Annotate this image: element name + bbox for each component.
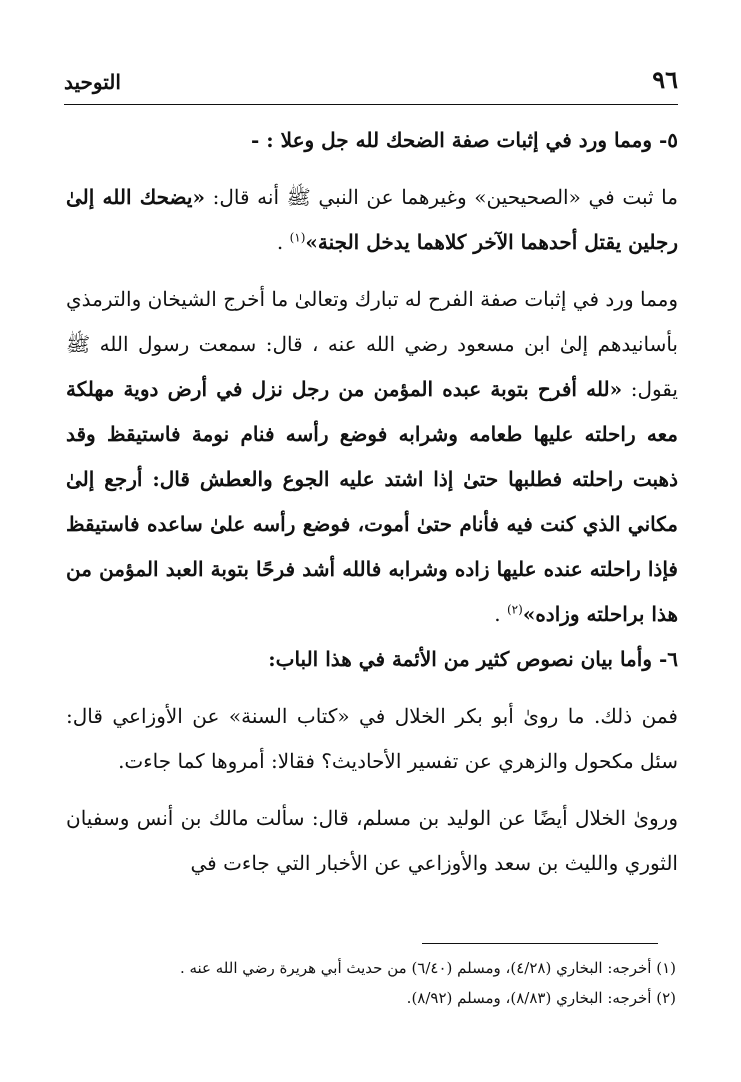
- paragraph: وروىٰ الخلال أيضًا عن الوليد بن مسلم، قال: سألت مالك بن أنس وسفيان الثوري والليث بن سعد والأوزاعي عن الأخبار التي جاءت في: [66, 806, 678, 875]
- paragraph-end: .: [494, 602, 507, 626]
- paragraph: فمن ذلك. ما روىٰ أبو بكر الخلال في «كتاب السنة» عن الأوزاعي قال: سئل مكحول والزهري عن تفسير الأحاديث؟ فقالا: أمروها كما جاءت.: [66, 704, 678, 773]
- running-title: التوحيد: [64, 70, 121, 94]
- paragraph-text: ما ثبت في «الصحيحين» وغيرهما عن النبي ﷺ أنه قال:: [204, 185, 678, 209]
- footnote-divider: [422, 943, 658, 944]
- page-header: [64, 58, 678, 94]
- hadith-quote: «يضحك الله إلىٰ رجلين يقتل أحدهما الآخر كلاهما يدخل الجنة»: [66, 185, 678, 254]
- footnote-reference: (١): [289, 230, 306, 245]
- footnote-reference: (٢): [506, 602, 523, 617]
- paragraph: [66, 175, 678, 265]
- hadith-quote: «لله أفرح بتوبة عبده المؤمن من رجل نزل في أرض دوية مهلكة معه راحلته عليها طعامه وشرابه فوضع رأسه فنام نومة فاستيقظ وقد ذهبت راحلته فطلبها حتىٰ إذا اشتد عليه الجوع والعطش قال: أرجع إلىٰ مكاني الذي كنت فيه فأنام حتىٰ أموت، فوضع رأسه علىٰ ساعده فاستيقظ فإذا راحلته عنده عليها زاده وشرابه فالله أشد فرحًا بتوبة العبد المؤمن من هذا براحلته وزاده»: [66, 377, 678, 626]
- paragraph: [66, 277, 678, 637]
- footnotes: [80, 953, 676, 1013]
- main-text: [66, 118, 678, 886]
- paragraph-end: .: [276, 230, 290, 254]
- page-number: ٩٦: [652, 65, 678, 94]
- footnote: (٢) أخرجه: البخاري (٨/٨٣)، ومسلم (٨/٩٢).: [406, 989, 676, 1007]
- footnote: (١) أخرجه: البخاري (٤/٢٨)، ومسلم (٦/٤٠) من حديث أبي هريرة رضي الله عنه .: [179, 959, 676, 977]
- section-5-heading: ٥- ومما ورد في إثبات صفة الضحك لله جل وعلا : -: [251, 128, 678, 152]
- section-6-heading: ٦- وأما بيان نصوص كثير من الأئمة في هذا الباب:: [268, 647, 678, 671]
- header-divider: [64, 104, 678, 105]
- paragraph-text: ومما ورد في إثبات صفة الفرح له تبارك وتعالىٰ ما أخرج الشيخان والترمذي بأسانيدهم إلىٰ ابن مسعود رضي الله عنه ، قال: سمعت رسول الله ﷺ يقول:: [66, 287, 678, 401]
